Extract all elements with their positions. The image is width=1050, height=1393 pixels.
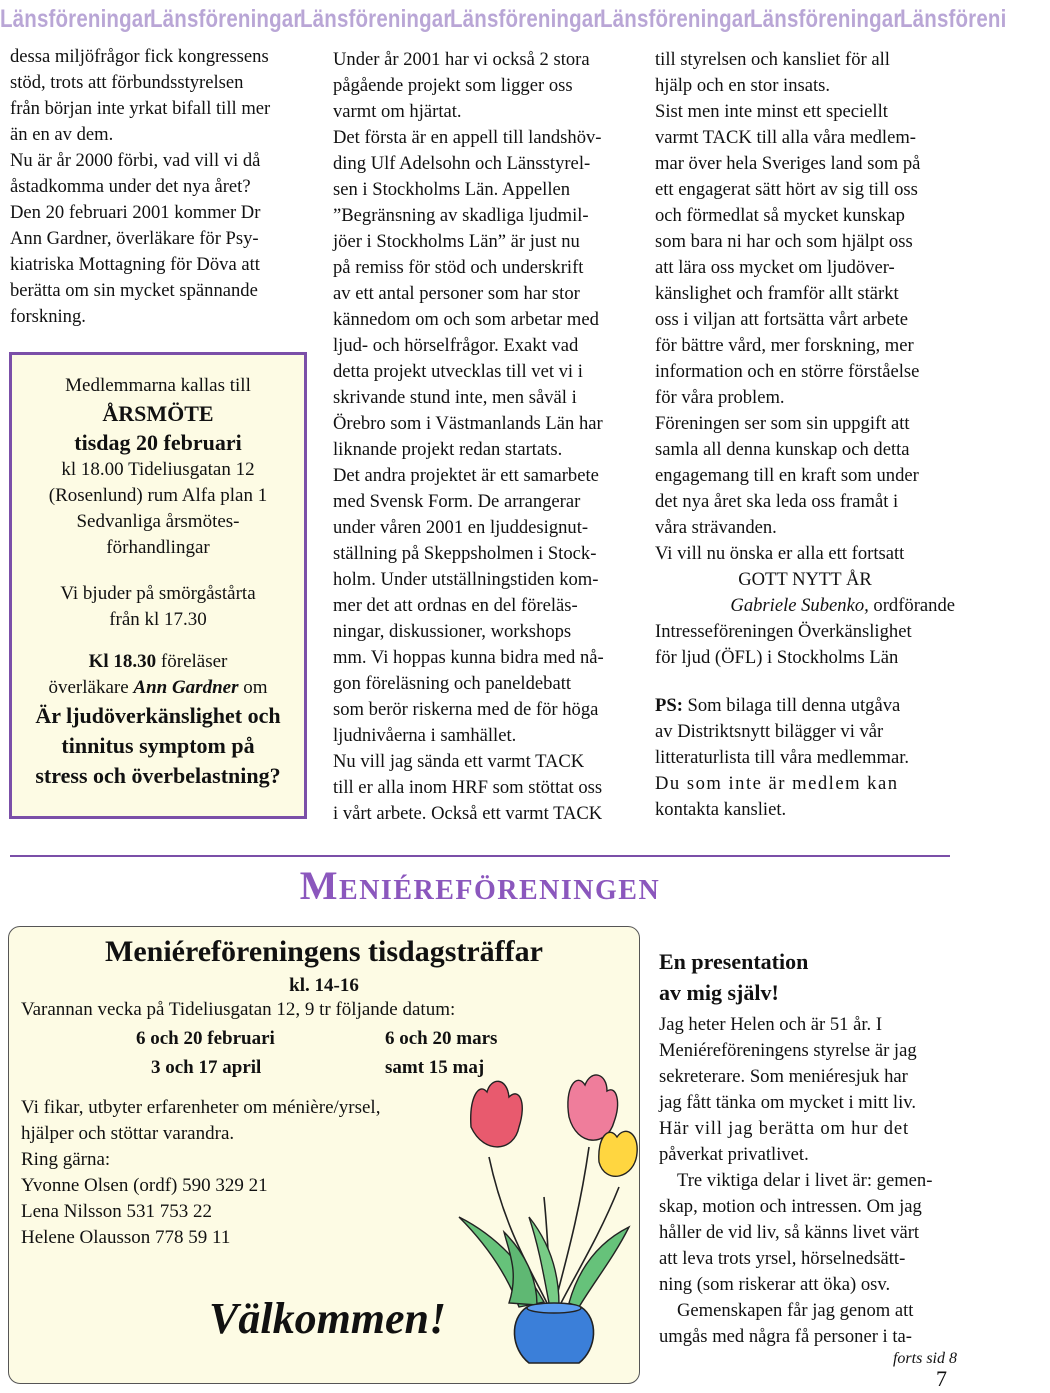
text-line: till styrelsen och kansliet för all bbox=[655, 49, 890, 70]
text-line: mer det att ordnas en del föreläs- bbox=[333, 595, 578, 616]
text-line: Föreningen ser som sin uppgift att bbox=[655, 413, 910, 434]
text-line: Under år 2001 har vi också 2 stora bbox=[333, 49, 590, 70]
text-line: Som bilaga till denna utgåva bbox=[682, 695, 901, 716]
signer-name: Gabriele Subenko, bbox=[730, 595, 869, 616]
text-line: Det andra projektet är ett samarbete bbox=[333, 465, 599, 486]
text-line: våra strävanden. bbox=[655, 517, 777, 538]
text-line: kiatriska Mottagning för Döva att bbox=[10, 254, 260, 275]
lecturer bbox=[12, 675, 304, 701]
column-2-text bbox=[333, 47, 631, 827]
banner-word: Länsföreningar bbox=[0, 5, 152, 33]
text-line: engagemang till en kraft som under bbox=[655, 465, 919, 486]
text-line: för bättre vård, mer forskning, mer bbox=[655, 335, 914, 356]
text-line: det nya året ska leda oss framåt i bbox=[655, 491, 899, 512]
meeting-location: (Rosenlund) rum Alfa plan 1 bbox=[48, 485, 268, 506]
text-line: sekreterare. Som meniéresjuk har bbox=[659, 1066, 908, 1087]
banner-word: Länsföreningar bbox=[150, 5, 302, 33]
text-line: ett engagerat sätt hört av sig till oss bbox=[655, 179, 918, 200]
text-line: litteraturlista till våra medlemmar. bbox=[655, 747, 910, 768]
contact-line: Lena Nilsson 531 753 22 bbox=[21, 1201, 213, 1222]
text-line: kännedom om och som arbetar med bbox=[333, 309, 599, 330]
meeting-invite: Medlemmarna kallas till bbox=[65, 375, 251, 396]
text-line: ljud- och hörselfrågor. Exakt vad bbox=[333, 335, 579, 356]
text-line: ding Ulf Adelsohn och Länsstyrel- bbox=[333, 153, 591, 174]
banner-word: Länsföreni bbox=[900, 5, 1007, 33]
banner-word: Länsföreningar bbox=[300, 5, 452, 33]
signature-line bbox=[655, 593, 955, 619]
meeting-date-item: 6 och 20 februari bbox=[136, 1028, 275, 1049]
lecture-question: Är ljudöverkänslighet och bbox=[35, 703, 281, 728]
meeting-date-item: 6 och 20 mars bbox=[385, 1028, 498, 1049]
ps-note bbox=[655, 693, 955, 823]
text-line: från början inte yrkat bifall till mer bbox=[10, 98, 271, 119]
meeting-title: ÅRSMÖTE bbox=[102, 401, 214, 426]
contact-line: Yvonne Olsen (ordf) 590 329 21 bbox=[21, 1175, 268, 1196]
text-line: skrivande stund inte, men såväl i bbox=[333, 387, 577, 408]
text-line: Du som inte är medlem kan bbox=[655, 773, 899, 794]
ps-label: PS: bbox=[655, 695, 683, 716]
meeting-food-time: från kl 17.30 bbox=[109, 609, 207, 630]
lecture-verb: föreläser bbox=[156, 651, 228, 672]
text-line: umgås med några få personer i ta- bbox=[659, 1326, 912, 1347]
meeting-agenda: förhandlingar bbox=[106, 537, 210, 558]
banner-word: Länsföreningar bbox=[750, 5, 902, 33]
text-line: på remiss för stöd och underskrift bbox=[333, 257, 584, 278]
text-line: kontakta kansliet. bbox=[655, 799, 787, 820]
text-line: liknande projekt redan startats. bbox=[333, 439, 563, 460]
tuesday-body bbox=[21, 1095, 380, 1251]
text-line: samla all denna kunskap och detta bbox=[655, 439, 910, 460]
presentation-title-line: av mig själv! bbox=[659, 980, 779, 1005]
meeting-date-item: 3 och 17 april bbox=[151, 1057, 262, 1078]
continued-note: forts sid 8 bbox=[892, 1350, 957, 1367]
text-line: holm. Under utställningstiden kom- bbox=[333, 569, 599, 590]
text-line: än en av dem. bbox=[10, 124, 114, 145]
lecture-time-bold: Kl 18.30 bbox=[88, 651, 157, 672]
text-line: mm. Vi hoppas kunna bidra med nå- bbox=[333, 647, 604, 668]
tulip-vase-illustration bbox=[449, 1067, 639, 1367]
presentation-title bbox=[659, 946, 957, 1008]
tuesday-time: kl. 14-16 bbox=[289, 975, 359, 996]
text-line: i vårt arbete. Också ett varmt TACK bbox=[333, 803, 603, 824]
column-3-text bbox=[655, 47, 955, 823]
text-line: pågående projekt som ligger oss bbox=[333, 75, 573, 96]
tuesday-meetings-box bbox=[8, 926, 640, 1384]
text-line: hjälper och stöttar varandra. bbox=[21, 1123, 235, 1144]
text-line: ning (som riskerar att öka) osv. bbox=[659, 1274, 891, 1295]
organization-line: för ljud (ÖFL) i Stockholms Län bbox=[655, 647, 899, 668]
text-line: åstadkomma under det nya året? bbox=[10, 176, 251, 197]
text-line: för våra problem. bbox=[655, 387, 785, 408]
text-line: Nu är år 2000 förbi, vad vill vi då bbox=[10, 150, 261, 171]
text-line: Sist men inte minst ett speciellt bbox=[655, 101, 888, 122]
banner-word: Länsföreningar bbox=[600, 5, 752, 33]
tuesday-title: Meniéreföreningens tisdagsträffar bbox=[105, 935, 543, 968]
text-line: oss i viljan att fortsätta vårt arbete bbox=[655, 309, 908, 330]
text-line: känslighet och framför allt stärkt bbox=[655, 283, 899, 304]
tuesday-schedule-line: Varannan vecka på Tideliusgatan 12, 9 tr följande datum: bbox=[21, 999, 456, 1020]
text-line: Ann Gardner, överläkare för Psy- bbox=[10, 228, 259, 249]
text-line: ”Begränsning av skadliga ljudmil- bbox=[333, 205, 589, 226]
annual-meeting-box bbox=[9, 352, 307, 819]
section-divider bbox=[10, 855, 950, 857]
text-line: under våren 2001 en ljuddesignut- bbox=[333, 517, 589, 538]
section-title: Meniéreföreningen bbox=[299, 863, 661, 908]
text-line: ljudnivåerna i samhället. bbox=[333, 725, 517, 746]
text-line: stöd, trots att förbundsstyrelsen bbox=[10, 72, 244, 93]
text-line: Örebro som i Västmanlands Län har bbox=[333, 413, 603, 434]
page-number: 7 bbox=[936, 1366, 947, 1391]
text-line: forskning. bbox=[10, 306, 86, 327]
section-banner bbox=[0, 0, 1007, 40]
text-line: Här vill jag berätta om hur det bbox=[659, 1118, 909, 1139]
text-line: håller de vid liv, så känns livet värt bbox=[659, 1222, 920, 1243]
text-line: Jag heter Helen och är 51 år. I bbox=[659, 1014, 883, 1035]
text-line: påverkat privatlivet. bbox=[659, 1144, 809, 1165]
lecturer-title: överläkare bbox=[48, 677, 134, 698]
text-line: som bara ni har och som hjälpt oss bbox=[655, 231, 913, 252]
text-line: detta projekt utvecklas till vet vi i bbox=[333, 361, 583, 382]
text-line: Gemenskapen får jag genom att bbox=[677, 1300, 914, 1321]
text-line: Meniéreföreningens styrelse är jag bbox=[659, 1040, 917, 1061]
text-line: av Distriktsnytt bilägger vi vår bbox=[655, 721, 884, 742]
banner-word: Länsföreningar bbox=[450, 5, 602, 33]
meeting-date-item: samt 15 maj bbox=[385, 1057, 485, 1078]
text-line: ställning på Skeppsholmen i Stock- bbox=[333, 543, 597, 564]
meeting-location: kl 18.00 Tideliusgatan 12 bbox=[61, 459, 255, 480]
text-line: information och en större förståelse bbox=[655, 361, 920, 382]
text-line: hjälp och en stor insats. bbox=[655, 75, 831, 96]
text-line: jöer i Stockholms Län” är just nu bbox=[333, 231, 580, 252]
text-line: varmt TACK till alla våra medlem- bbox=[655, 127, 916, 148]
text-line: att leva trots yrsel, hörselnedsätt- bbox=[659, 1248, 906, 1269]
meeting-date: tisdag 20 februari bbox=[74, 430, 242, 455]
presentation-column bbox=[659, 946, 957, 1368]
text-line: att lära oss mycket om ljudöver- bbox=[655, 257, 895, 278]
text-line: berätta om sin mycket spännande bbox=[10, 280, 258, 301]
presentation-body bbox=[659, 1012, 957, 1350]
welcome-text: Välkommen! bbox=[209, 1294, 447, 1343]
lecture-time bbox=[12, 649, 304, 675]
column-1-text bbox=[10, 44, 308, 330]
signer-role: ordförande bbox=[868, 595, 955, 616]
lecture-question: stress och överbelastning? bbox=[35, 763, 281, 788]
text-line: av ett antal personer som har stor bbox=[333, 283, 580, 304]
text-line: som berör riskerna med de för höga bbox=[333, 699, 599, 720]
text-line: Nu vill jag sända ett varmt TACK bbox=[333, 751, 585, 772]
contact-line: Helene Olausson 778 59 11 bbox=[21, 1227, 231, 1248]
text-line: med Svensk Form. De arrangerar bbox=[333, 491, 581, 512]
lecture-question: tinnitus symptom på bbox=[61, 733, 255, 758]
new-year-greeting: GOTT NYTT ÅR bbox=[738, 569, 872, 590]
text-line: gon föreläsning och paneldebatt bbox=[333, 673, 572, 694]
meeting-food: Vi bjuder på smörgåstårta bbox=[60, 583, 256, 604]
organization-line: Intresseföreningen Överkänslighet bbox=[655, 621, 912, 642]
text-line: Ring gärna: bbox=[21, 1149, 111, 1170]
text-line: jag fått tänka om mycket i mitt liv. bbox=[659, 1092, 916, 1113]
text-line: dessa miljöfrågor fick kongressens bbox=[10, 46, 269, 67]
text-line: och förmedlat så mycket kunskap bbox=[655, 205, 905, 226]
text-line: Vi vill nu önska er alla ett fortsatt bbox=[655, 543, 905, 564]
text-line: sen i Stockholms Län. Appellen bbox=[333, 179, 571, 200]
text-line: Vi fikar, utbyter erfarenheter om ménière/yrsel, bbox=[21, 1097, 381, 1118]
text-line: mar över hela Sveriges land som på bbox=[655, 153, 921, 174]
text-line: Den 20 februari 2001 kommer Dr bbox=[10, 202, 261, 223]
text-line: ningar, diskussioner, workshops bbox=[333, 621, 572, 642]
text-line: Tre viktiga delar i livet är: gemen- bbox=[677, 1170, 933, 1191]
text-line: till er alla inom HRF som stöttat oss bbox=[333, 777, 603, 798]
lecturer-about: om bbox=[238, 677, 268, 698]
presentation-title-line: En presentation bbox=[659, 949, 809, 974]
text-line: skap, motion och intressen. Om jag bbox=[659, 1196, 922, 1217]
meeting-agenda: Sedvanliga årsmötes- bbox=[76, 511, 240, 532]
text-line: Det första är en appell till landshöv- bbox=[333, 127, 602, 148]
lecturer-name: Ann Gardner bbox=[133, 677, 239, 698]
text-line: varmt om hjärtat. bbox=[333, 101, 462, 122]
